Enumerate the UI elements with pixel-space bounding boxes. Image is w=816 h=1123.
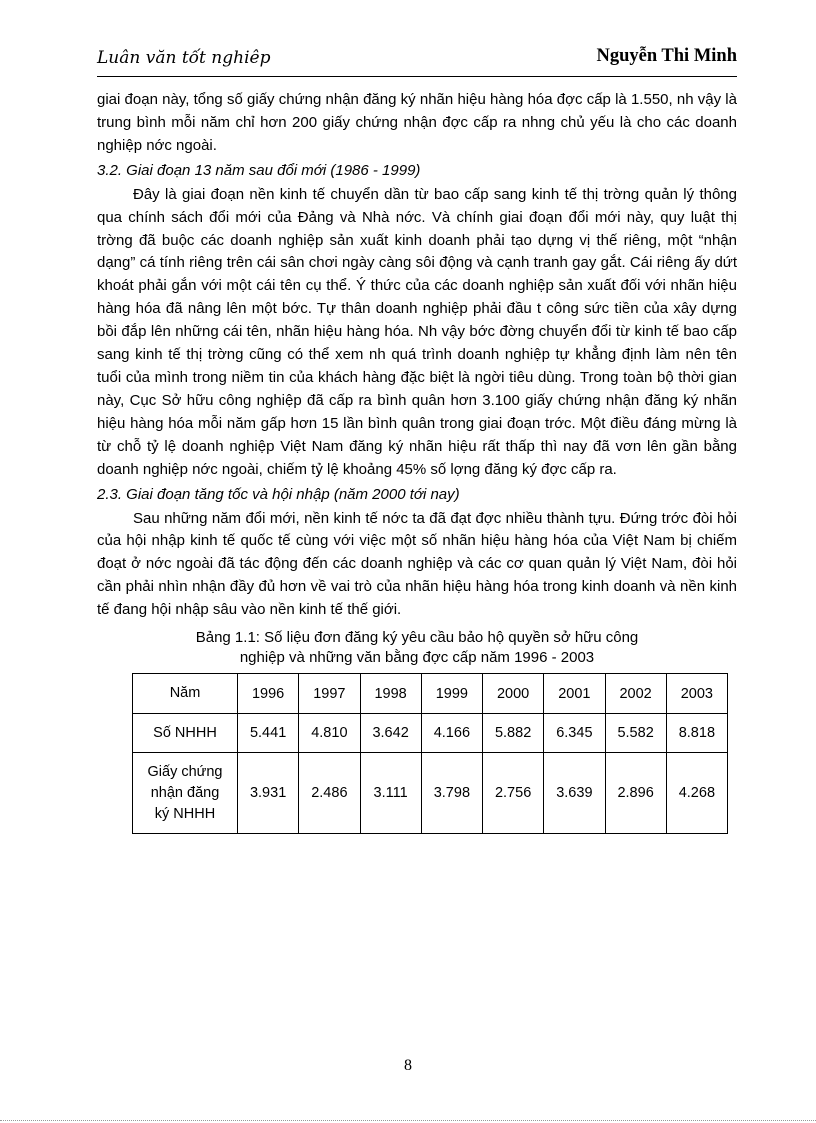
table-cell: 2.486 — [299, 753, 360, 834]
table-year-cell: 2001 — [544, 674, 605, 714]
table-year-cell: 1999 — [421, 674, 482, 714]
table-year-cell: 2002 — [605, 674, 666, 714]
table-row-label-line: Giấy chứng — [147, 763, 223, 780]
paragraph-intro: giai đoạn này, tổng số giấy chứng nhận đăng ký nhãn hiệu hàng hóa đợc cấp là 1.550, nh vậy là trung bình mỗi năm chỉ hơn 200 giấy chứng nhận đợc cấp ra nhng chủ yếu là cho các doanh nghiệp nớc ngoài. — [97, 91, 737, 154]
table-cell: 5.441 — [238, 714, 299, 753]
document-title: Luân văn tốt nghiêp — [97, 48, 271, 68]
section-heading-3-2: 3.2. Giai đoạn 13 năm sau đổi mới (1986 - 1999) — [97, 161, 421, 179]
paragraph-section-3-2: Đây là giai đoạn nền kinh tế chuyển dần từ bao cấp sang kinh tế thị trờng quản lý thông qua chính sách đổi mới của Đảng và Nhà nớc. Và chính giai đoạn đổi mới này, quy luật thị trờng đã buộc các doanh nghiệp sản xuất kinh doanh phải tạo dựng vị thế riêng, một “nhận dạng” cá tính riêng trên cái sân chơi ngày càng sôi động và cạnh tranh gay gắt. Cái riêng ấy dứt khoát phải gắn với một cái tên cụ thể. Ý thức của các doanh nghiệp sản xuất đối với nhãn hiệu hàng hóa đã nâng lên một bớc. Tự thân doanh nghiệp phải đầu t công sức tiền của xây dựng bồi đắp lên những cái tên, nhãn hiệu hàng hóa. Nh vậy bớc đờng chuyển đổi từ kinh tế bao cấp sang kinh tế thị trờng cũng có thể xem nh quá trình doanh nghiệp tự khẳng định làm nên tên tuổi của mình trong niềm tin của khách hàng đặc biệt là ngời tiêu dùng. Trong toàn bộ thời gian này, Cục Sở hữu công nghiệp đã cấp ra bình quân hơn 3.100 giấy chứng nhận đăng ký nhãn hiệu hàng hóa mỗi năm gấp hơn 15 lần bình quân trong giai đoạn trớc. Một điều đáng mừng là từ chỗ tỷ lệ doanh nghiệp Việt Nam đăng ký nhãn hiệu rất thấp thì nay đã vơn lên gần bằng doanh nghiệp nớc ngoài, chiếm tỷ lệ khoảng 45% số lợng đăng ký đợc cấp ra. — [97, 185, 737, 478]
table-cell: 3.111 — [360, 753, 421, 834]
table-year-cell: 2000 — [483, 674, 544, 714]
author-name: Nguyễn Thi Minh — [596, 46, 737, 66]
page-number: 8 — [404, 1057, 412, 1074]
table-header-row — [133, 674, 728, 714]
table-cell: 4.810 — [299, 714, 360, 753]
table-row-label-line: nhận đăng — [150, 784, 220, 801]
table-header-label: Năm — [133, 674, 238, 714]
table-year-cell: 1997 — [299, 674, 360, 714]
table-cell: 5.882 — [483, 714, 544, 753]
page-header — [97, 46, 737, 77]
table-cell: 3.639 — [544, 753, 605, 834]
section-heading-2-3: 2.3. Giai đoạn tăng tốc và hội nhập (năm 2000 tới nay) — [97, 485, 460, 503]
table-cell: 2.896 — [605, 753, 666, 834]
table-row-label — [133, 753, 238, 834]
paragraph-section-2-3: Sau những năm đổi mới, nền kinh tế nớc ta đã đạt đợc nhiều thành tựu. Đứng trớc đòi hỏi của hội nhập kinh tế quốc tế cùng với việc một số nhãn hiệu hàng hóa của Việt Nam bị chiếm đoạt ở nớc ngoài đã tác động đến các doanh nghiệp và các cơ quan quản lý Việt Nam, đòi hỏi cần phải nhìn nhận đầy đủ hơn về vai trò của nhãn hiệu hàng hóa trong kinh doanh và nền kinh tế đang hội nhập sâu vào nền kinh tế thế giới. — [97, 509, 737, 619]
table-cell: 6.345 — [544, 714, 605, 753]
table-year-cell: 2003 — [666, 674, 727, 714]
table-caption-line: Bảng 1.1: Số liệu đơn đăng ký yêu cầu bảo hộ quyền sở hữu công — [195, 629, 639, 647]
table-cell: 3.642 — [360, 714, 421, 753]
table-caption-line: nghiệp và những văn bằng đợc cấp năm 1996 - 2003 — [239, 649, 595, 667]
table-row-label-line: ký NHHH — [154, 805, 216, 822]
table-cell: 4.166 — [421, 714, 482, 753]
table-row-label: Số NHHH — [133, 714, 238, 753]
page-content — [97, 89, 737, 834]
data-table — [132, 673, 728, 834]
table-cell: 2.756 — [483, 753, 544, 834]
table-year-cell: 1998 — [360, 674, 421, 714]
table-cell: 3.931 — [238, 753, 299, 834]
table-year-cell: 1996 — [238, 674, 299, 714]
table-cell: 5.582 — [605, 714, 666, 753]
table-row — [133, 714, 728, 753]
table-cell: 8.818 — [666, 714, 727, 753]
page-bottom-divider — [0, 1120, 816, 1121]
table-row — [133, 753, 728, 834]
table-cell: 4.268 — [666, 753, 727, 834]
table-caption — [97, 628, 737, 668]
table-cell: 3.798 — [421, 753, 482, 834]
